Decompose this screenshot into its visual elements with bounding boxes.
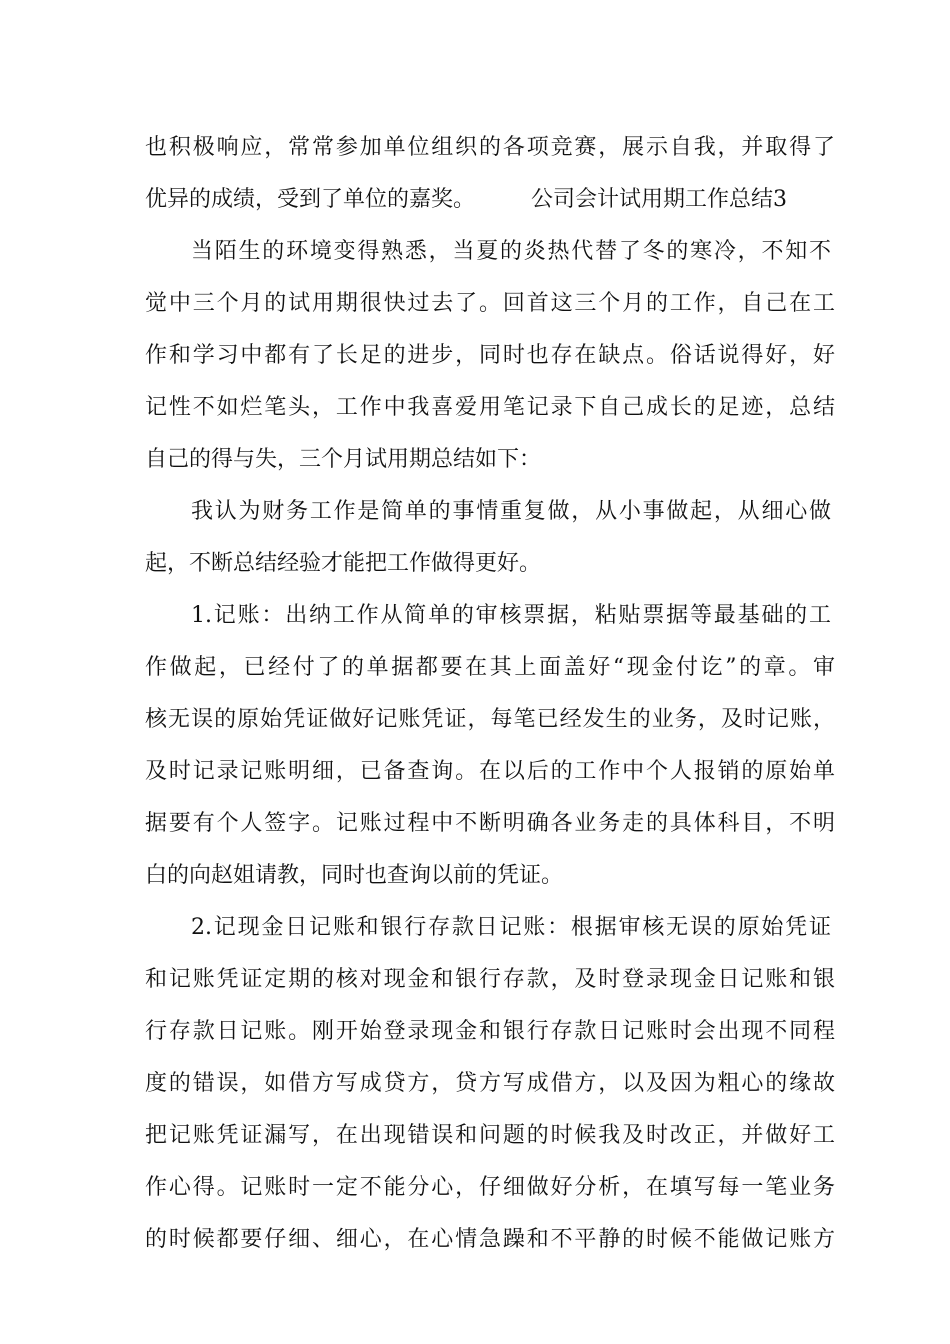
text-line: 1.记账：出纳工作从简单的审核票据，粘贴票据等最基础的工 — [191, 603, 831, 628]
text-line: 行存款日记账。刚开始登录现金和银行存款日记账时会出现不同程 — [145, 1019, 835, 1044]
text-line — [145, 180, 835, 220]
section-heading: 公司会计试用期工作总结3 — [531, 187, 788, 212]
text-line: 及时记录记账明细，已备查询。在以后的工作中个人报销的原始单 — [145, 759, 835, 784]
text-line: 也积极响应，常常参加单位组织的各项竞赛，展示自我，并取得了 — [145, 135, 835, 160]
text-line: 核无误的原始凭证做好记账凭证，每笔已经发生的业务，及时记账， — [145, 707, 835, 732]
text-line: 觉中三个月的试用期很快过去了。回首这三个月的工作，自己在工 — [145, 291, 835, 316]
text-line: 起，不断总结经验才能把工作做得更好。 — [145, 551, 542, 576]
text-line: 2.记现金日记账和银行存款日记账：根据审核无误的原始凭证 — [191, 915, 831, 940]
text-line-part: 优异的成绩，受到了单位的嘉奖。 — [145, 187, 476, 212]
text-line: 作做起，已经付了的单据都要在其上面盖好“现金付讫”的章。审 — [145, 655, 835, 680]
text-line: 作和学习中都有了长足的进步，同时也存在缺点。俗话说得好，好 — [145, 343, 835, 368]
text-line: 我认为财务工作是简单的事情重复做，从小事做起，从细心做 — [191, 499, 831, 524]
text-line: 记性不如烂笔头，工作中我喜爱用笔记录下自己成长的足迹，总结 — [145, 395, 835, 420]
text-line: 的时候都要仔细、细心，在心情急躁和不平静的时候不能做记账方 — [145, 1227, 835, 1252]
text-line: 白的向赵姐请教，同时也查询以前的凭证。 — [145, 863, 564, 888]
text-line: 把记账凭证漏写，在出现错误和问题的时候我及时改正，并做好工 — [145, 1123, 835, 1148]
text-line: 度的错误，如借方写成贷方，贷方写成借方，以及因为粗心的缘故 — [145, 1071, 835, 1096]
text-line: 和记账凭证定期的核对现金和银行存款，及时登录现金日记账和银 — [145, 967, 835, 992]
text-line: 当陌生的环境变得熟悉，当夏的炎热代替了冬的寒冷，不知不 — [191, 239, 831, 264]
text-line: 自己的得与失，三个月试用期总结如下： — [145, 447, 542, 472]
text-line: 据要有个人签字。记账过程中不断明确各业务走的具体科目，不明 — [145, 811, 835, 836]
text-line: 作心得。记账时一定不能分心，仔细做好分析，在填写每一笔业务 — [145, 1175, 835, 1200]
